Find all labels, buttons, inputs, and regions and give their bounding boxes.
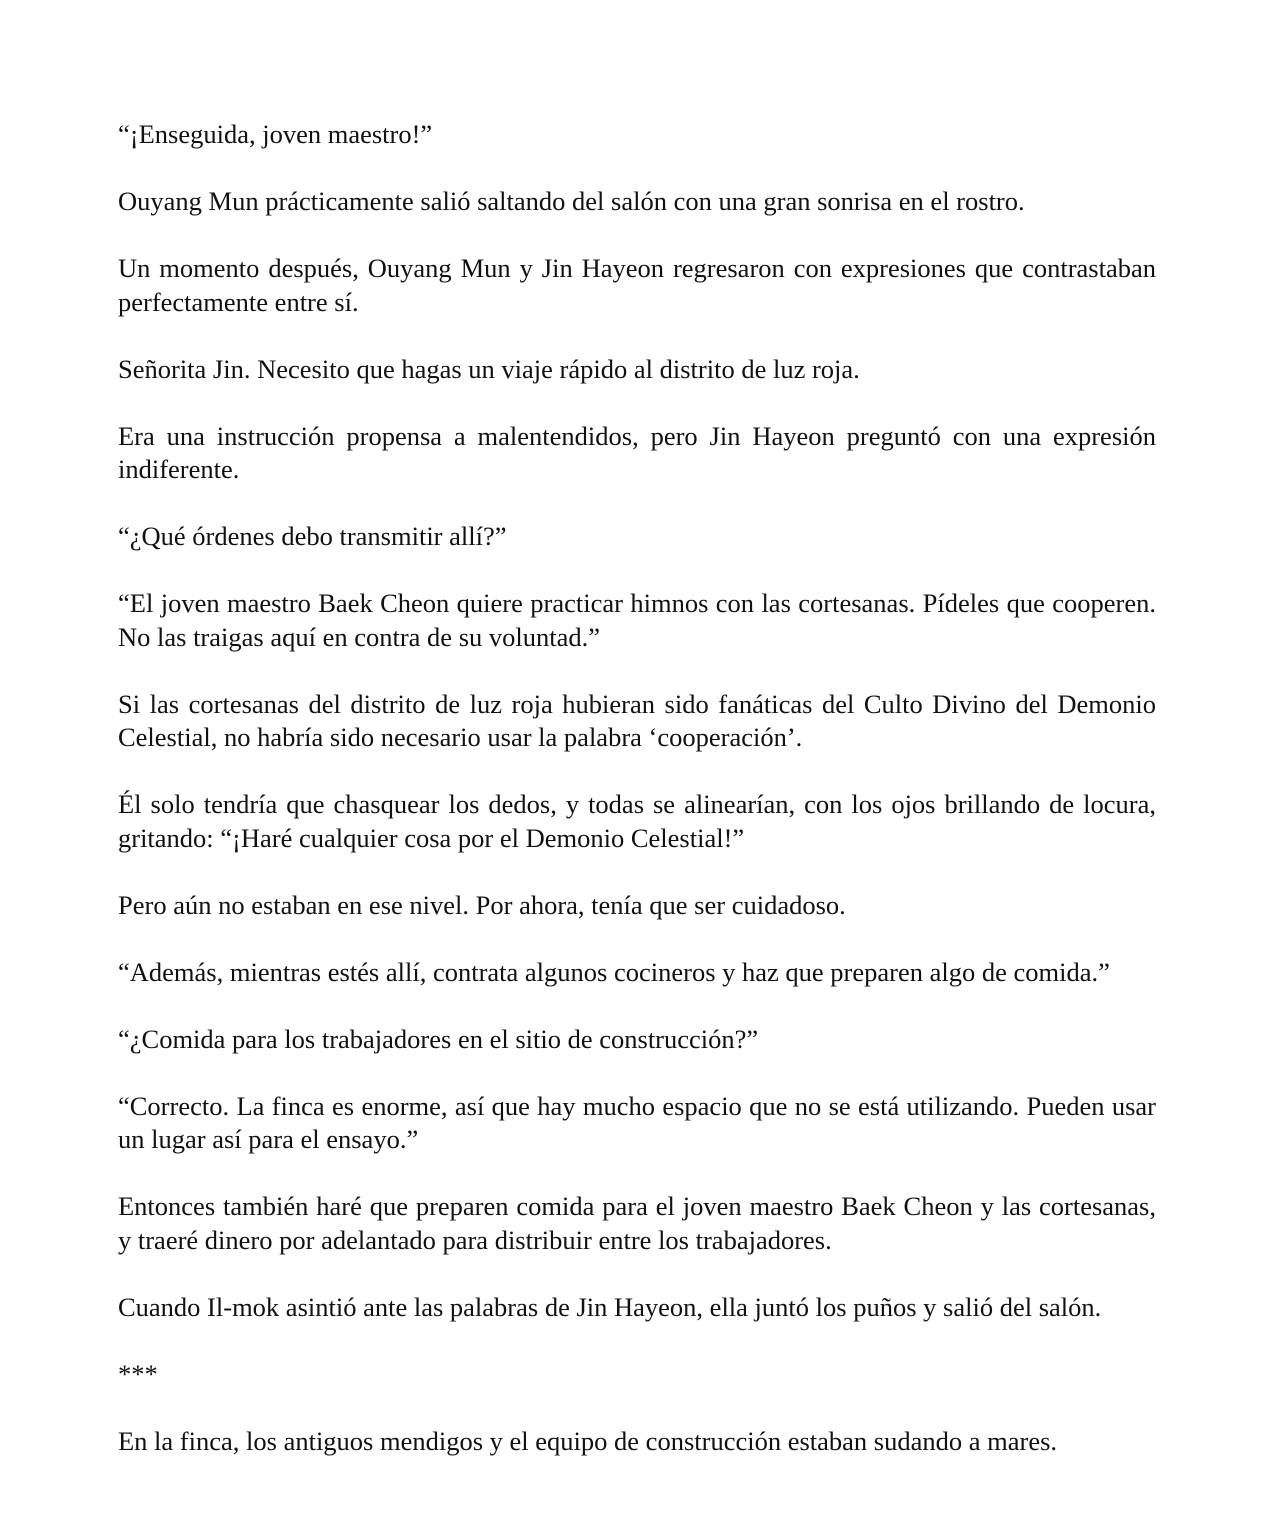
paragraph-7: “El joven maestro Baek Cheon quiere practicar himnos con las cortesanas. Pídeles que cooperen. No las traigas aquí en contra de su voluntad.”: [118, 588, 1156, 652]
paragraph-15: Cuando Il-mok asintió ante las palabras de Jin Hayeon, ella juntó los puños y salió del salón.: [118, 1291, 1102, 1322]
paragraph-8: Si las cortesanas del distrito de luz roja hubieran sido fanáticas del Culto Divino del Demonio Celestial, no habría sido necesario usar la palabra ‘cooperación’.: [118, 688, 1156, 752]
paragraph-4: Señorita Jin. Necesito que hagas un viaje rápido al distrito de luz roja.: [118, 353, 860, 384]
paragraph-1: “¡Enseguida, joven maestro!”: [118, 119, 433, 149]
paragraph-2: Ouyang Mun prácticamente salió saltando del salón con una gran sonrisa en el rostro.: [118, 186, 1025, 216]
paragraph-10: Pero aún no estaban en ese nivel. Por ahora, tenía que ser cuidadoso.: [118, 889, 846, 920]
paragraph-16: En la finca, los antiguos mendigos y el equipo de construcción estaban sudando a mares.: [118, 1425, 1058, 1456]
paragraph-13: “Correcto. La finca es enorme, así que hay mucho espacio que no se está utilizando. Pueden usar un lugar así para el ensayo.”: [118, 1090, 1156, 1154]
paragraph-11: “Además, mientras estés allí, contrata algunos cocineros y haz que preparen algo de comida.”: [118, 956, 1110, 987]
document-page: [118, 118, 1156, 1458]
paragraph-3: Un momento después, Ouyang Mun y Jin Hayeon regresaron con expresiones que contrastaban perfectamente entre sí.: [118, 253, 1156, 317]
paragraph-5: Era una instrucción propensa a malentendidos, pero Jin Hayeon preguntó con una expresión indiferente.: [118, 420, 1156, 484]
scene-break: ***: [118, 1358, 158, 1389]
paragraph-14: Entonces también haré que preparen comida para el joven maestro Baek Cheon y las cortesanas, y traeré dinero por adelantado para distribuir entre los trabajadores.: [118, 1191, 1156, 1255]
paragraph-6: “¿Qué órdenes debo transmitir allí?”: [118, 521, 507, 551]
paragraph-12: “¿Comida para los trabajadores en el sitio de construcción?”: [118, 1023, 759, 1054]
paragraph-9: Él solo tendría que chasquear los dedos, y todas se alinearían, con los ojos brillando de locura, gritando: “¡Haré cualquier cosa por el Demonio Celestial!”: [118, 789, 1156, 853]
